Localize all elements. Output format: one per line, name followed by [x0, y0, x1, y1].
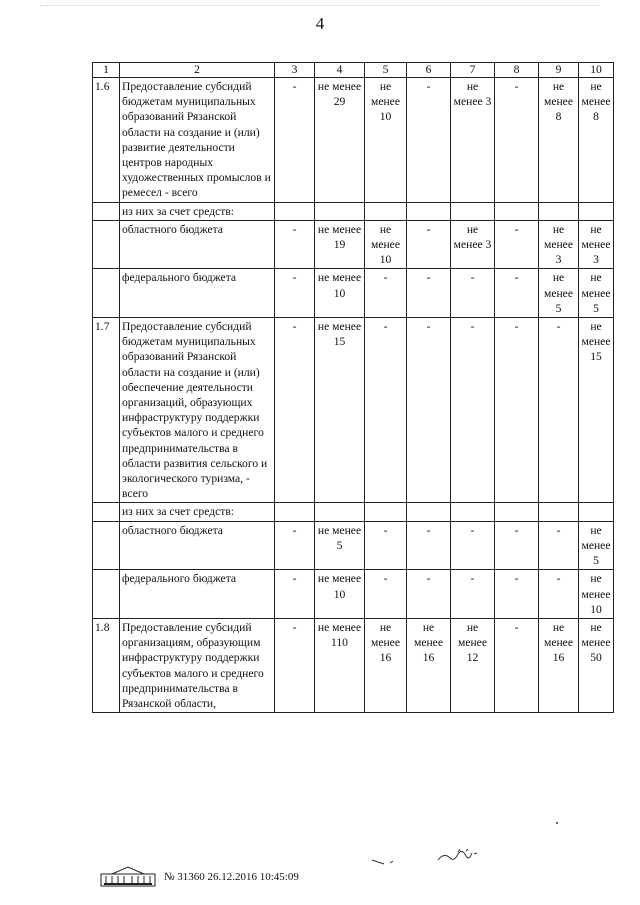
value-cell: -	[407, 318, 451, 503]
value-cell: -	[275, 521, 315, 570]
row-number	[93, 570, 120, 619]
value-cell: -	[495, 521, 539, 570]
column-header: 10	[579, 63, 614, 78]
value-cell: -	[275, 618, 315, 712]
value-cell: -	[495, 269, 539, 318]
value-cell: -	[365, 570, 407, 619]
value-cell	[579, 202, 614, 220]
value-cell	[407, 503, 451, 521]
value-cell: -	[451, 570, 495, 619]
value-cell: -	[275, 220, 315, 269]
value-cell: -	[275, 78, 315, 203]
row-description: из них за счет средств:	[120, 503, 275, 521]
value-cell: не менее 10	[315, 570, 365, 619]
targets-table	[92, 62, 614, 713]
value-cell: -	[365, 269, 407, 318]
value-cell: -	[365, 318, 407, 503]
value-cell: не менее 3	[539, 220, 579, 269]
value-cell: -	[539, 318, 579, 503]
table-row	[93, 202, 614, 220]
value-cell	[451, 202, 495, 220]
column-header: 6	[407, 63, 451, 78]
value-cell: -	[275, 318, 315, 503]
column-header: 8	[495, 63, 539, 78]
table-row	[93, 521, 614, 570]
value-cell: -	[495, 570, 539, 619]
table-row	[93, 220, 614, 269]
value-cell	[539, 503, 579, 521]
value-cell: не менее 19	[315, 220, 365, 269]
value-cell: не менее 5	[539, 269, 579, 318]
value-cell: -	[451, 521, 495, 570]
value-cell	[495, 202, 539, 220]
value-cell: -	[407, 269, 451, 318]
value-cell	[579, 503, 614, 521]
value-cell: не менее 3	[451, 78, 495, 203]
value-cell: не менее 8	[579, 78, 614, 203]
value-cell: не менее 5	[579, 269, 614, 318]
value-cell: не менее 10	[579, 570, 614, 619]
value-cell: -	[275, 269, 315, 318]
value-cell: -	[451, 269, 495, 318]
column-header: 5	[365, 63, 407, 78]
value-cell: -	[275, 570, 315, 619]
value-cell: не менее 10	[365, 220, 407, 269]
column-header: 3	[275, 63, 315, 78]
row-description: федерального бюджета	[120, 269, 275, 318]
value-cell	[275, 503, 315, 521]
value-cell: не менее 110	[315, 618, 365, 712]
value-cell: не менее 3	[451, 220, 495, 269]
value-cell: не менее 12	[451, 618, 495, 712]
value-cell: -	[407, 570, 451, 619]
page-number: 4	[315, 14, 325, 33]
value-cell	[275, 202, 315, 220]
registration-stamp-text: № 31360 26.12.2016 10:45:09	[164, 871, 299, 883]
value-cell: -	[539, 521, 579, 570]
value-cell: -	[407, 521, 451, 570]
value-cell: -	[495, 220, 539, 269]
column-header: 7	[451, 63, 495, 78]
table-row	[93, 78, 614, 203]
value-cell: не менее 8	[539, 78, 579, 203]
header-row	[93, 63, 614, 78]
value-cell: -	[495, 618, 539, 712]
value-cell: не менее 10	[365, 78, 407, 203]
value-cell	[365, 202, 407, 220]
value-cell	[495, 503, 539, 521]
value-cell: -	[407, 220, 451, 269]
table-row	[93, 570, 614, 619]
value-cell: не менее 29	[315, 78, 365, 203]
value-cell: -	[451, 318, 495, 503]
row-number	[93, 220, 120, 269]
scan-edge-mark	[40, 5, 600, 7]
value-cell: не менее 3	[579, 220, 614, 269]
value-cell: не менее 15	[579, 318, 614, 503]
scan-speck	[556, 822, 558, 824]
value-cell: -	[407, 78, 451, 203]
row-description: из них за счет средств:	[120, 202, 275, 220]
value-cell: не менее 15	[315, 318, 365, 503]
row-number	[93, 269, 120, 318]
value-cell	[365, 503, 407, 521]
building-logo-icon	[100, 865, 156, 887]
column-header: 4	[315, 63, 365, 78]
column-header: 9	[539, 63, 579, 78]
row-number	[93, 521, 120, 570]
value-cell: не менее 5	[579, 521, 614, 570]
value-cell: не менее 16	[539, 618, 579, 712]
row-number: 1.6	[93, 78, 120, 203]
value-cell	[451, 503, 495, 521]
value-cell	[407, 202, 451, 220]
value-cell	[315, 503, 365, 521]
value-cell	[539, 202, 579, 220]
value-cell: -	[495, 78, 539, 203]
row-description: областного бюджета	[120, 521, 275, 570]
value-cell: не менее 16	[407, 618, 451, 712]
table-row	[93, 618, 614, 712]
table-row	[93, 269, 614, 318]
value-cell: не менее 5	[315, 521, 365, 570]
value-cell: -	[365, 521, 407, 570]
row-number	[93, 503, 120, 521]
row-number	[93, 202, 120, 220]
value-cell: не менее 16	[365, 618, 407, 712]
row-description: Предоставление субсидий организациям, образующим инфраструктуру поддержки субъектов малого и среднего предпринимательства в Рязанской области,	[120, 618, 275, 712]
value-cell: -	[495, 318, 539, 503]
table-row	[93, 318, 614, 503]
table-row	[93, 503, 614, 521]
value-cell: -	[539, 570, 579, 619]
row-description: Предоставление субсидий бюджетам муниципальных образований Рязанской области на создание и (или) развитие деятельности центров народных художественных промыслов и ремесел - всего	[120, 78, 275, 203]
row-number: 1.8	[93, 618, 120, 712]
row-description: Предоставление субсидий бюджетам муниципальных образований Рязанской области на создание и (или) обеспечение деятельности организаций, образующих инфраструктуру поддержки субъектов малого и среднего предпринимательства в области развития сельского и экологического туризма, - всего	[120, 318, 275, 503]
row-number: 1.7	[93, 318, 120, 503]
value-cell: не менее 50	[579, 618, 614, 712]
value-cell	[315, 202, 365, 220]
row-description: федерального бюджета	[120, 570, 275, 619]
column-header: 1	[93, 63, 120, 78]
column-header: 2	[120, 63, 275, 78]
value-cell: не менее 10	[315, 269, 365, 318]
row-description: областного бюджета	[120, 220, 275, 269]
table-body	[93, 63, 614, 713]
handwritten-signature	[370, 848, 520, 868]
